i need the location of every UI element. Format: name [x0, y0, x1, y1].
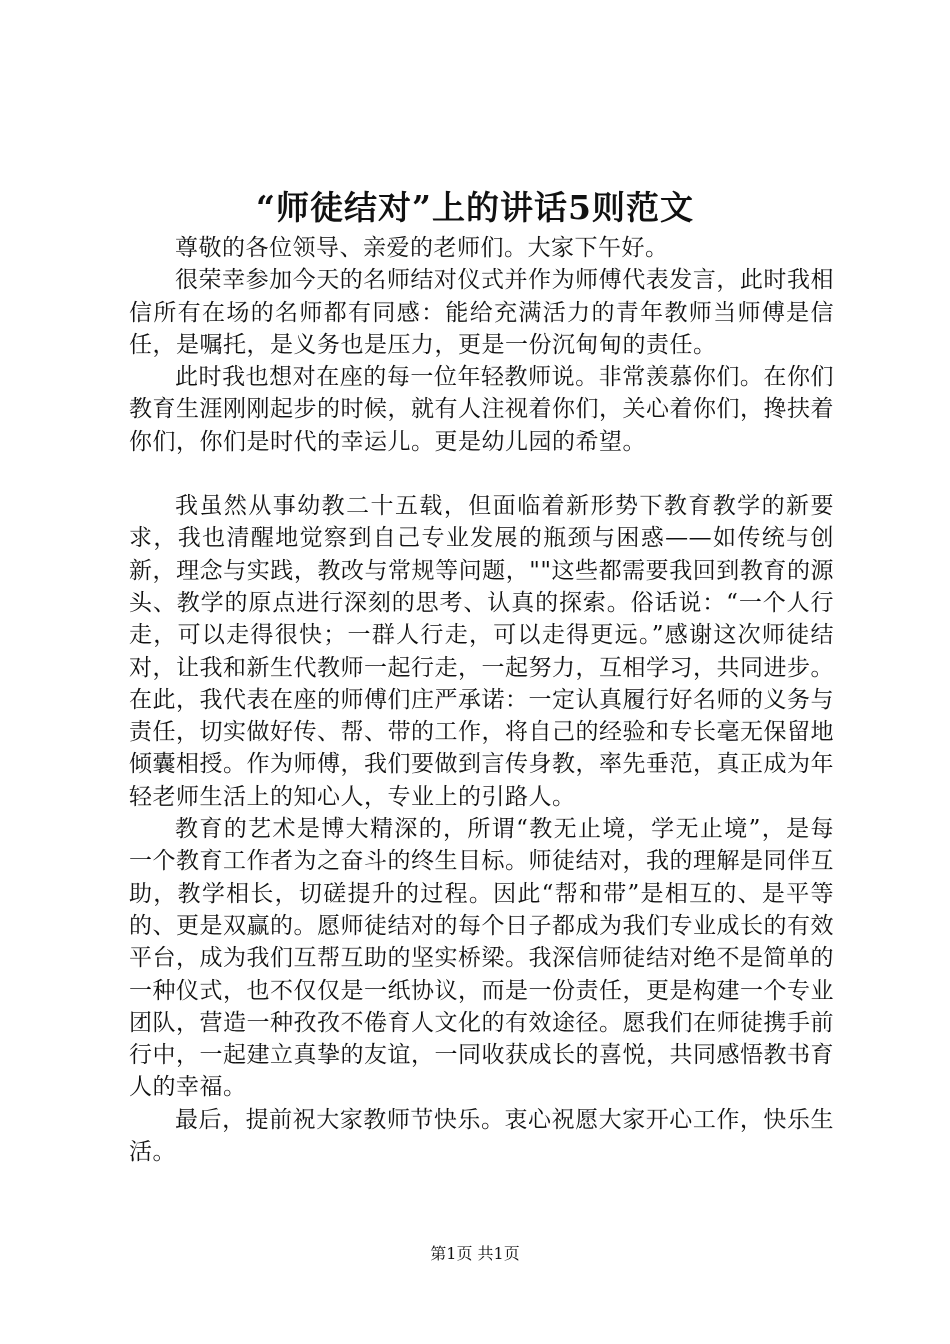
document-title: “师徒结对”上的讲话5则范文	[256, 188, 694, 227]
paragraph-education-art: 教育的艺术是博大精深的，所谓“教无止境，学无止境”，是每一个教育工作者为之奋斗的终生目标。师徒结对，我的理解是同伴互助，教学相长，切磋提升的过程。因此“帮和带”是相互的、是平等的、更是双赢的。愿师徒结对的每个日子都成为我们专业成长的有效平台，成为我们互帮互助的坚实桥梁。我深信师徒结对绝不是简单的一种仪式，也不仅仅是一纸协议，而是一份责任，更是构建一个专业团队，营造一种孜孜不倦育人文化的有效途径。愿我们在师徒携手前行中，一起建立真挚的友谊，一同收获成长的喜悦，共同感悟教书育人的幸福。	[129, 816, 834, 1101]
paragraph-commitment: 我虽然从事幼教二十五载，但面临着新形势下教育教学的新要求，我也清醒地觉察到自己专业发展的瓶颈与困惑——如传统与创新，理念与实践，教改与常规等问题，""这些都需要我回到教育的源头、教学的原点进行深刻的思考、认真的探索。俗话说：“一个人行走，可以走得很快；一群人行走，可以走得更远。”感谢这次师徒结对，让我和新生代教师一起行走，一起努力，互相学习，共同进步。在此，我代表在座的师傅们庄严承诺：一定认真履行好名师的义务与责任，切实做好传、帮、带的工作，将自己的经验和专长毫无保留地倾囊相授。作为师傅，我们要做到言传身教，率先垂范，真正成为年轻老师生活上的知心人，专业上的引路人。	[129, 493, 834, 810]
page-footer: 第1页 共1页	[430, 1244, 520, 1263]
document-body	[129, 232, 834, 1168]
paragraph-closing: 最后，提前祝大家教师节快乐。衷心祝愿大家开心工作，快乐生活。	[129, 1106, 834, 1166]
paragraph-young-teachers: 此时我也想对在座的每一位年轻教师说。非常羡慕你们。在你们教育生涯刚刚起步的时候，就有人注视着你们，关心着你们，搀扶着你们，你们是时代的幸运儿。更是幼儿园的希望。	[129, 364, 834, 455]
paragraph-greeting: 尊敬的各位领导、亲爱的老师们。大家下午好。	[175, 235, 669, 261]
paragraph-honor: 很荣幸参加今天的名师结对仪式并作为师傅代表发言，此时我相信所有在场的名师都有同感：能给充满活力的青年教师当师傅是信任，是嘱托，是义务也是压力，更是一份沉甸甸的责任。	[129, 267, 834, 358]
